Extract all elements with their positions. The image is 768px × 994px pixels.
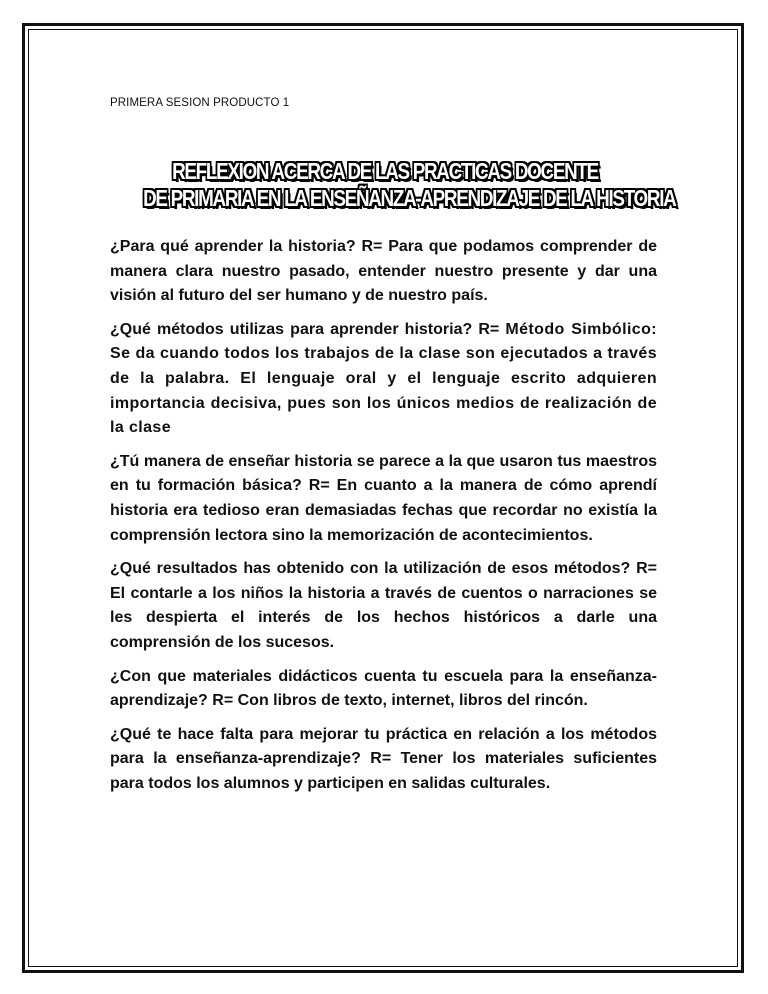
qa-paragraph-3 xyxy=(110,450,657,548)
qa-paragraph-1 xyxy=(110,235,657,309)
qa-paragraph-4 xyxy=(110,557,657,655)
question-4: ¿Qué resultados has obtenido con la utilización de esos métodos? xyxy=(110,560,631,578)
question-2: ¿Qué métodos utilizas para aprender historia? xyxy=(110,320,473,338)
answer-2: Método Simbólico: Se da cuando todos los trabajos de la clase son ejecutados a través de la palabra. El lenguaje oral y el lenguaje escrito adquieren importancia decisiva, pues son los únicos medios de realización de la clase xyxy=(110,320,657,437)
answer-5: R= Con libros de texto, internet, libros del rincón. xyxy=(212,692,588,710)
qa-paragraph-2 xyxy=(110,318,657,441)
answer-4: R= El contarle a los niños la historia a través de cuentos o narraciones se les despierta el interés de los hechos históricos a darle una comprensión de los sucesos. xyxy=(110,560,657,651)
document-header: PRIMERA SESION PRODUCTO 1 xyxy=(110,97,290,109)
question-5: ¿Con que materiales didácticos cuenta tu escuela para la enseñanza-aprendizaje? xyxy=(110,667,657,710)
answer-1: R= Para que podamos comprender de manera clara nuestro pasado, entender nuestro presente y dar una visión al futuro del ser humano y de nuestro país. xyxy=(110,238,657,305)
document-title xyxy=(143,158,676,212)
document-body xyxy=(110,235,657,805)
answer-3: R= En cuanto a la manera de cómo aprendí historia era tedioso eran demasiadas fechas que recordar no existía la comprensión lectora sino la memorización de acontecimientos. xyxy=(110,477,657,544)
question-6: ¿Qué te hace falta para mejorar tu práctica en relación a los métodos para la enseñanza-aprendizaje? xyxy=(110,725,657,768)
answer-6: R= Tener los materiales suficientes para todos los alumnos y participen en salidas culturales. xyxy=(110,750,657,792)
question-3: ¿Tú manera de enseñar historia se parece a la que usaron tus maestros en tu formación básica? xyxy=(110,452,657,495)
question-1: ¿Para qué aprender la historia? xyxy=(110,238,356,255)
title-line-1: REFLEXION ACERCA DE LAS PRACTICAS DOCENTE xyxy=(172,158,598,184)
answer-2-prefix: R= xyxy=(478,320,500,338)
qa-paragraph-5 xyxy=(110,665,657,714)
qa-paragraph-6 xyxy=(110,723,657,797)
title-line-2: DE PRIMARIA EN LA ENSEÑANZA-APRENDIZAJE DE LA HISTORIA xyxy=(143,185,676,211)
